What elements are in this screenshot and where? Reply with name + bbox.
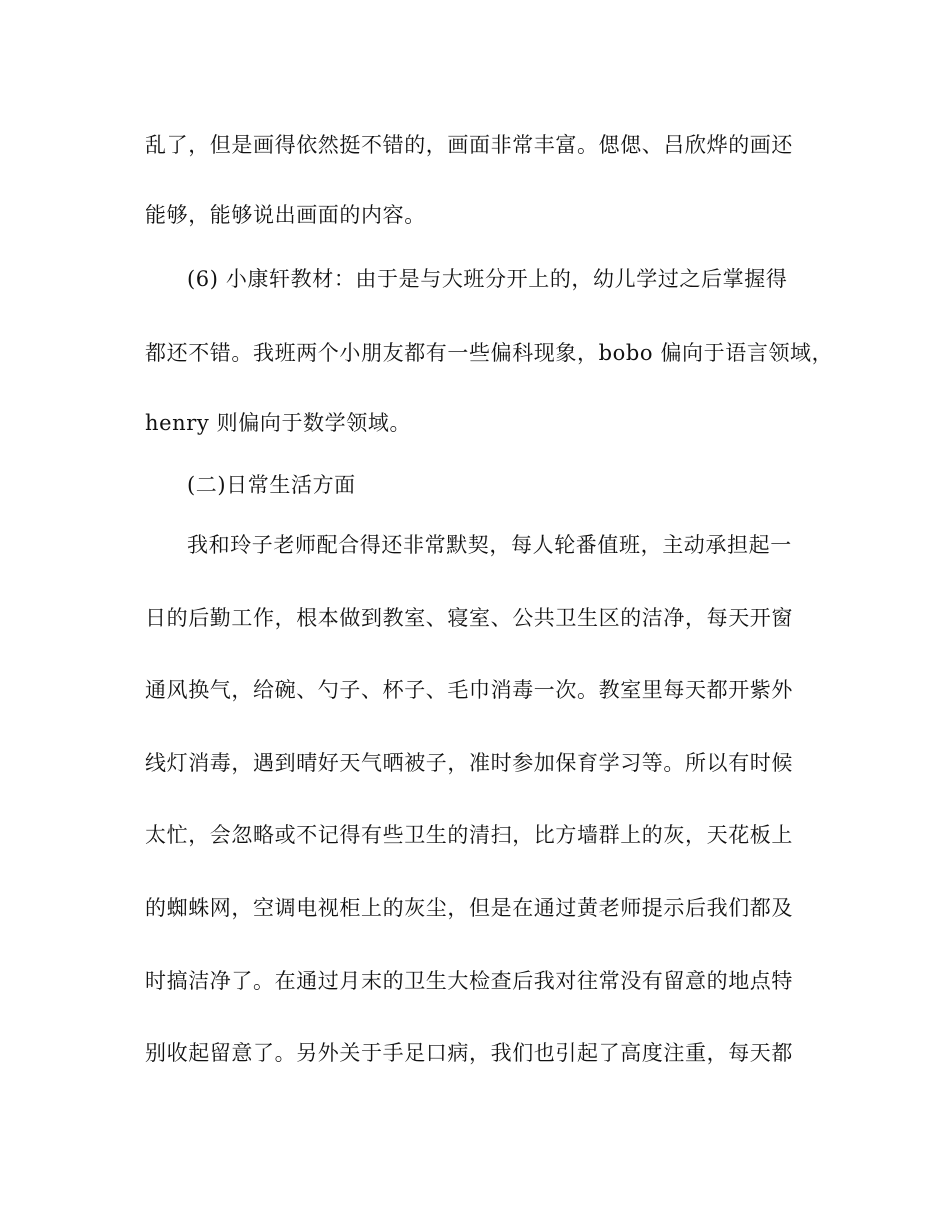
section-heading: (二)日常生活方面	[187, 473, 356, 497]
text-line-12: 的蜘蛛网，空调电视柜上的灰尘，但是在通过黄老师提示后我们都及	[145, 896, 793, 920]
text-line-3: (6) 小康轩教材：由于是与大班分开上的，幼儿学过之后掌握得	[187, 267, 788, 291]
text-line-2: 能够，能够说出画面的内容。	[145, 203, 426, 227]
text-line-13: 时搞洁净了。在通过月末的卫生大检查后我对往常没有留意的地点特	[145, 969, 793, 993]
text-line-5: henry 则偏向于数学领域。	[145, 411, 412, 435]
text-line-7: 我和玲子老师配合得还非常默契，每人轮番值班，主动承担起一	[187, 533, 792, 557]
text-line-11: 太忙，会忽略或不记得有些卫生的清扫，比方墙群上的灰，天花板上	[145, 823, 793, 847]
text-line-9: 通风换气，给碗、勺子、杯子、毛巾消毒一次。教室里每天都开紫外	[145, 678, 793, 702]
text-line-8: 日的后勤工作，根本做到教室、寝室、公共卫生区的洁净，每天开窗	[145, 606, 793, 630]
text-line-10: 线灯消毒，遇到晴好天气晒被子，准时参加保育学习等。所以有时候	[145, 751, 793, 775]
text-line-4: 都还不错。我班两个小朋友都有一些偏科现象，bobo 偏向于语言领域，	[145, 341, 834, 365]
text-line-14: 别收起留意了。另外关于手足口病，我们也引起了高度注重，每天都	[145, 1041, 793, 1065]
text-line-1: 乱了，但是画得依然挺不错的，画面非常丰富。偲偲、吕欣烨的画还	[145, 133, 793, 157]
